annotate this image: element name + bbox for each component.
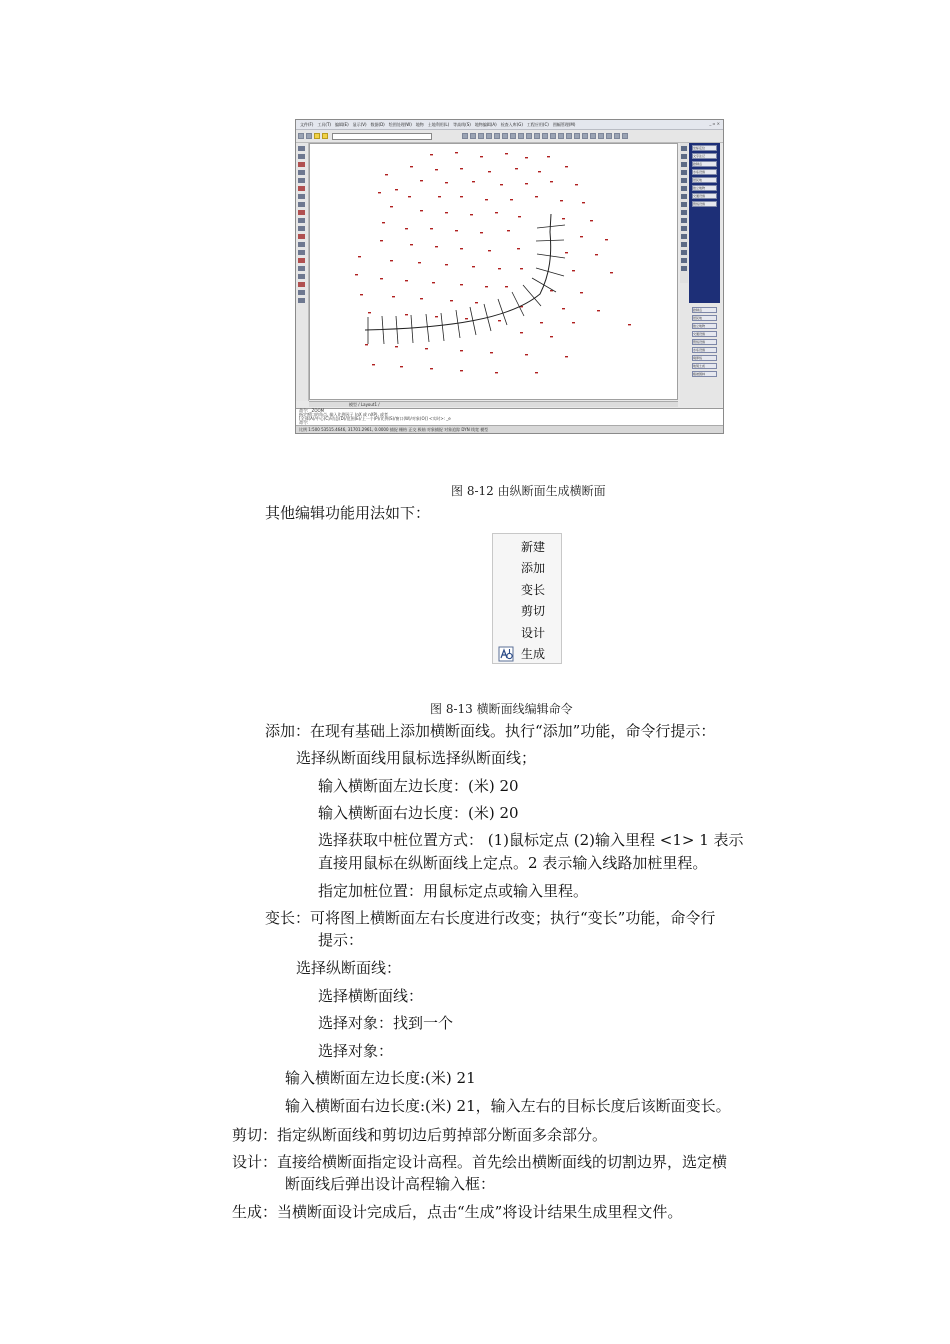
feature-button[interactable]: 管线设施: [692, 339, 717, 345]
extend-prompt-1: 选择纵断面线：: [296, 959, 402, 977]
toolbar-icon[interactable]: [622, 133, 628, 139]
feature-category-panel: [689, 143, 720, 303]
extend-prompt-2: 选择横断面线：: [318, 987, 424, 1005]
draw-tool-icon[interactable]: [298, 210, 305, 215]
draw-tool-icon[interactable]: [298, 218, 305, 223]
cad-menu-item[interactable]: 工程应用(C): [526, 121, 549, 127]
panel-tool-icon[interactable]: [681, 186, 687, 191]
window-controls[interactable]: _ ▫ ×: [709, 121, 720, 126]
command-history-line: [全部(A)/中心(C)/动态(D)/范围(E)/上一个(P)/比例(S)/窗口(W)/对象(O)] <实时>: _e: [299, 416, 451, 421]
draw-tool-icon[interactable]: [298, 282, 305, 287]
draw-tool-icon[interactable]: [298, 202, 305, 207]
toolbar-icon[interactable]: [606, 133, 612, 139]
add-label: 添加：: [265, 722, 311, 740]
feature-button[interactable]: 水系设施: [692, 347, 717, 353]
add-paragraph: [265, 720, 715, 742]
cad-menu-item[interactable]: 检查入库(G): [500, 121, 523, 127]
cad-menu-item[interactable]: 数据(D): [370, 121, 385, 127]
category-button[interactable]: 文字注记: [692, 153, 717, 159]
draw-tool-icon[interactable]: [298, 194, 305, 199]
toolbar-icon[interactable]: [470, 133, 476, 139]
toolbar-icon[interactable]: [574, 133, 580, 139]
panel-tool-icon[interactable]: [681, 154, 687, 159]
category-button[interactable]: 坐标定位: [692, 145, 717, 151]
toolbar-icon[interactable]: [590, 133, 596, 139]
cad-menu-item[interactable]: 绘图处理(W): [388, 121, 412, 127]
panel-tool-icon[interactable]: [681, 242, 687, 247]
panel-tool-icon[interactable]: [681, 194, 687, 199]
cad-screenshot: [295, 119, 724, 434]
add-prompt-3: 输入横断面右边长度：(米) 20: [318, 804, 519, 822]
generate-icon: [498, 646, 514, 662]
draw-tool-icon[interactable]: [298, 274, 305, 279]
extend-prompt-4: 选择对象：: [318, 1042, 394, 1060]
panel-tool-icon[interactable]: [681, 266, 687, 271]
add-description: 在现有基础上添加横断面线。执行“添加”功能，命令行提示：: [310, 722, 716, 740]
cad-menu-item[interactable]: 地物: [415, 121, 424, 127]
layout-tabs[interactable]: 模型 / Layout1 /: [309, 401, 678, 407]
draw-tool-icon[interactable]: [298, 178, 305, 183]
cross-section-lines: [368, 225, 565, 344]
draw-tool-icon[interactable]: [298, 290, 305, 295]
menu-item-add[interactable]: 添加: [521, 561, 546, 575]
toolbar-icon[interactable]: [526, 133, 532, 139]
toolbar-icon[interactable]: [502, 133, 508, 139]
panel-tool-icon[interactable]: [681, 250, 687, 255]
survey-drawing: [310, 144, 677, 399]
panel-tool-icon[interactable]: [681, 170, 687, 175]
add-prompt-4-cont: 直接用鼠标在纵断面线上定点。2 表示输入线路加桩里程。: [318, 854, 708, 872]
cad-menu-item[interactable]: 图幅管理(M): [552, 121, 576, 127]
cad-menubar: [296, 120, 723, 130]
panel-tool-icon[interactable]: [681, 210, 687, 215]
layer-icon[interactable]: [314, 133, 320, 139]
command-prompt[interactable]: 命令:: [299, 420, 309, 425]
extend-paragraph: [265, 907, 715, 929]
status-bar: 比例 1:500 53515.4646, 31701.2961, 0.0000 捕捉 栅格 正交 极轴 对象捕捉 对象追踪 DYN 线宽 模型: [296, 425, 723, 433]
panel-tool-icon[interactable]: [681, 146, 687, 151]
add-prompt-2: 输入横断面左边长度：(米) 20: [318, 777, 519, 795]
draw-tool-icon[interactable]: [298, 170, 305, 175]
feature-button[interactable]: 境界线: [692, 355, 717, 361]
extend-description-cont: 提示：: [318, 931, 364, 949]
draw-tool-icon[interactable]: [298, 250, 305, 255]
figure-8-12-caption: 图 8-12 由纵断面生成横断面: [451, 484, 606, 498]
category-button[interactable]: 交通设施: [692, 193, 717, 199]
toolbar-icon[interactable]: [582, 133, 588, 139]
extend-prompt-3: 选择对象：找到一个: [318, 1014, 454, 1032]
cad-menu-item[interactable]: 文件(F): [300, 121, 314, 127]
feature-button[interactable]: 独立地物: [692, 323, 717, 329]
cut-description: 指定纵断面线和剪切边后剪掉部分断面多余部分。: [277, 1126, 608, 1144]
draw-tool-icon[interactable]: [298, 242, 305, 247]
toolbar-icon[interactable]: [614, 133, 620, 139]
panel-tool-icon[interactable]: [681, 162, 687, 167]
design-description-cont: 断面线后弹出设计高程输入框：: [285, 1175, 496, 1193]
design-description: 直接给横断面指定设计高程。首先绘出横断面线的切割边界，选定横: [277, 1153, 728, 1171]
generate-label: 生成：: [232, 1203, 278, 1221]
draw-tool-icon[interactable]: [298, 146, 305, 151]
menu-item-design[interactable]: 设计: [521, 626, 546, 640]
add-prompt-1: 选择纵断面线用鼠标选择纵断面线；: [296, 749, 537, 767]
toolbar-icon[interactable]: [494, 133, 500, 139]
cad-toolbar: [296, 130, 723, 143]
command-line[interactable]: [296, 408, 723, 425]
draw-tool-icon[interactable]: [298, 186, 305, 191]
toolbar-icon[interactable]: [462, 133, 468, 139]
right-panel: [680, 143, 722, 407]
menu-item-cut[interactable]: 剪切: [521, 604, 546, 618]
toolbar-icon[interactable]: [510, 133, 516, 139]
extend-prompt-5: 输入横断面左边长度:(米) 21: [285, 1069, 476, 1087]
toolbar-icon[interactable]: [306, 133, 312, 139]
panel-tool-icon[interactable]: [681, 234, 687, 239]
panel-tool-icon[interactable]: [681, 218, 687, 223]
design-paragraph: [232, 1151, 727, 1173]
draw-tool-icon[interactable]: [298, 298, 305, 303]
draw-tool-icon[interactable]: [298, 226, 305, 231]
toolbar-icon[interactable]: [550, 133, 556, 139]
extend-description: 可将图上横断面左右长度进行改变；执行“变长”功能，命令行: [310, 909, 716, 927]
panel-tool-icon[interactable]: [681, 226, 687, 231]
toolbar-icon[interactable]: [486, 133, 492, 139]
layer-dropdown[interactable]: [332, 133, 432, 140]
draw-tool-icon[interactable]: [298, 258, 305, 263]
add-prompt-4: 选择获取中桩位置方式： (1)鼠标定点 (2)输入里程 <1> 1 表示: [318, 831, 744, 849]
panel-tool-icon[interactable]: [681, 178, 687, 183]
survey-points: [355, 152, 631, 373]
panel-tool-icon[interactable]: [681, 258, 687, 263]
feature-button[interactable]: 控制点: [692, 307, 717, 313]
toolbar-icon[interactable]: [478, 133, 484, 139]
menu-item-new[interactable]: 新建: [521, 540, 546, 554]
toolbar-icon[interactable]: [518, 133, 524, 139]
feature-button[interactable]: 地貌土质: [692, 363, 717, 369]
drawing-canvas[interactable]: [309, 143, 678, 400]
toolbar-icon[interactable]: [598, 133, 604, 139]
command-history-line: 指定窗口的角点, 输入比例因子 (nX 或 nXP), 或者: [299, 412, 388, 417]
cad-menu-item[interactable]: 工具(T): [317, 121, 331, 127]
command-history-line: 命令: _ZOOM: [299, 408, 325, 413]
toolbar-icon[interactable]: [566, 133, 572, 139]
category-button[interactable]: 独立地物: [692, 185, 717, 191]
cad-menu-item[interactable]: 土地利用(L): [427, 121, 450, 127]
cad-menu-item[interactable]: 编辑(E): [335, 121, 349, 127]
draw-tool-icon[interactable]: [298, 154, 305, 159]
extend-label: 变长：: [265, 909, 311, 927]
generate-description: 当横断面设计完成后，点击“生成”将设计结果生成里程文件。: [277, 1203, 683, 1221]
feature-button[interactable]: 居民地: [692, 315, 717, 321]
panel-tool-icon[interactable]: [681, 202, 687, 207]
cad-menu-item[interactable]: 显示(V): [352, 121, 367, 127]
toolbar-icon[interactable]: [558, 133, 564, 139]
extend-prompt-6: 输入横断面右边长度:(米) 21，输入左右的目标长度后该断面变长。: [285, 1097, 731, 1115]
toolbar-icon[interactable]: [298, 133, 304, 139]
menu-item-extend[interactable]: 变长: [521, 583, 546, 597]
cad-menu-item[interactable]: 地物编辑(A): [474, 121, 497, 127]
menu-item-generate[interactable]: 生成: [521, 647, 546, 661]
draw-tool-icon[interactable]: [298, 266, 305, 271]
category-button[interactable]: 控制点: [692, 161, 717, 167]
design-label: 设计：: [232, 1153, 278, 1171]
draw-tool-icon[interactable]: [298, 162, 305, 167]
cut-label: 剪切：: [232, 1126, 278, 1144]
add-prompt-5: 指定加桩位置：用鼠标定点或输入里程。: [318, 882, 589, 900]
feature-button-list: [689, 305, 720, 377]
feature-button[interactable]: 植被园林: [692, 371, 717, 377]
cad-menu-item[interactable]: 等高线(S): [453, 121, 471, 127]
toolbar-icon[interactable]: [534, 133, 540, 139]
draw-tool-icon[interactable]: [298, 234, 305, 239]
layer-icon[interactable]: [322, 133, 328, 139]
category-button[interactable]: 管线设施: [692, 201, 717, 207]
draw-toolbar: [296, 143, 309, 401]
category-button[interactable]: 水系设施: [692, 169, 717, 175]
feature-button[interactable]: 交通设施: [692, 331, 717, 337]
intro-text: 其他编辑功能用法如下：: [265, 504, 431, 522]
category-button[interactable]: 居民地: [692, 177, 717, 183]
cut-paragraph: [232, 1124, 607, 1146]
toolbar-icon[interactable]: [542, 133, 548, 139]
cross-section-edit-menu: [492, 533, 562, 664]
figure-8-13-caption: 图 8-13 横断面线编辑命令: [430, 702, 573, 716]
generate-paragraph: [232, 1201, 682, 1223]
right-icon-strip: [680, 143, 688, 283]
